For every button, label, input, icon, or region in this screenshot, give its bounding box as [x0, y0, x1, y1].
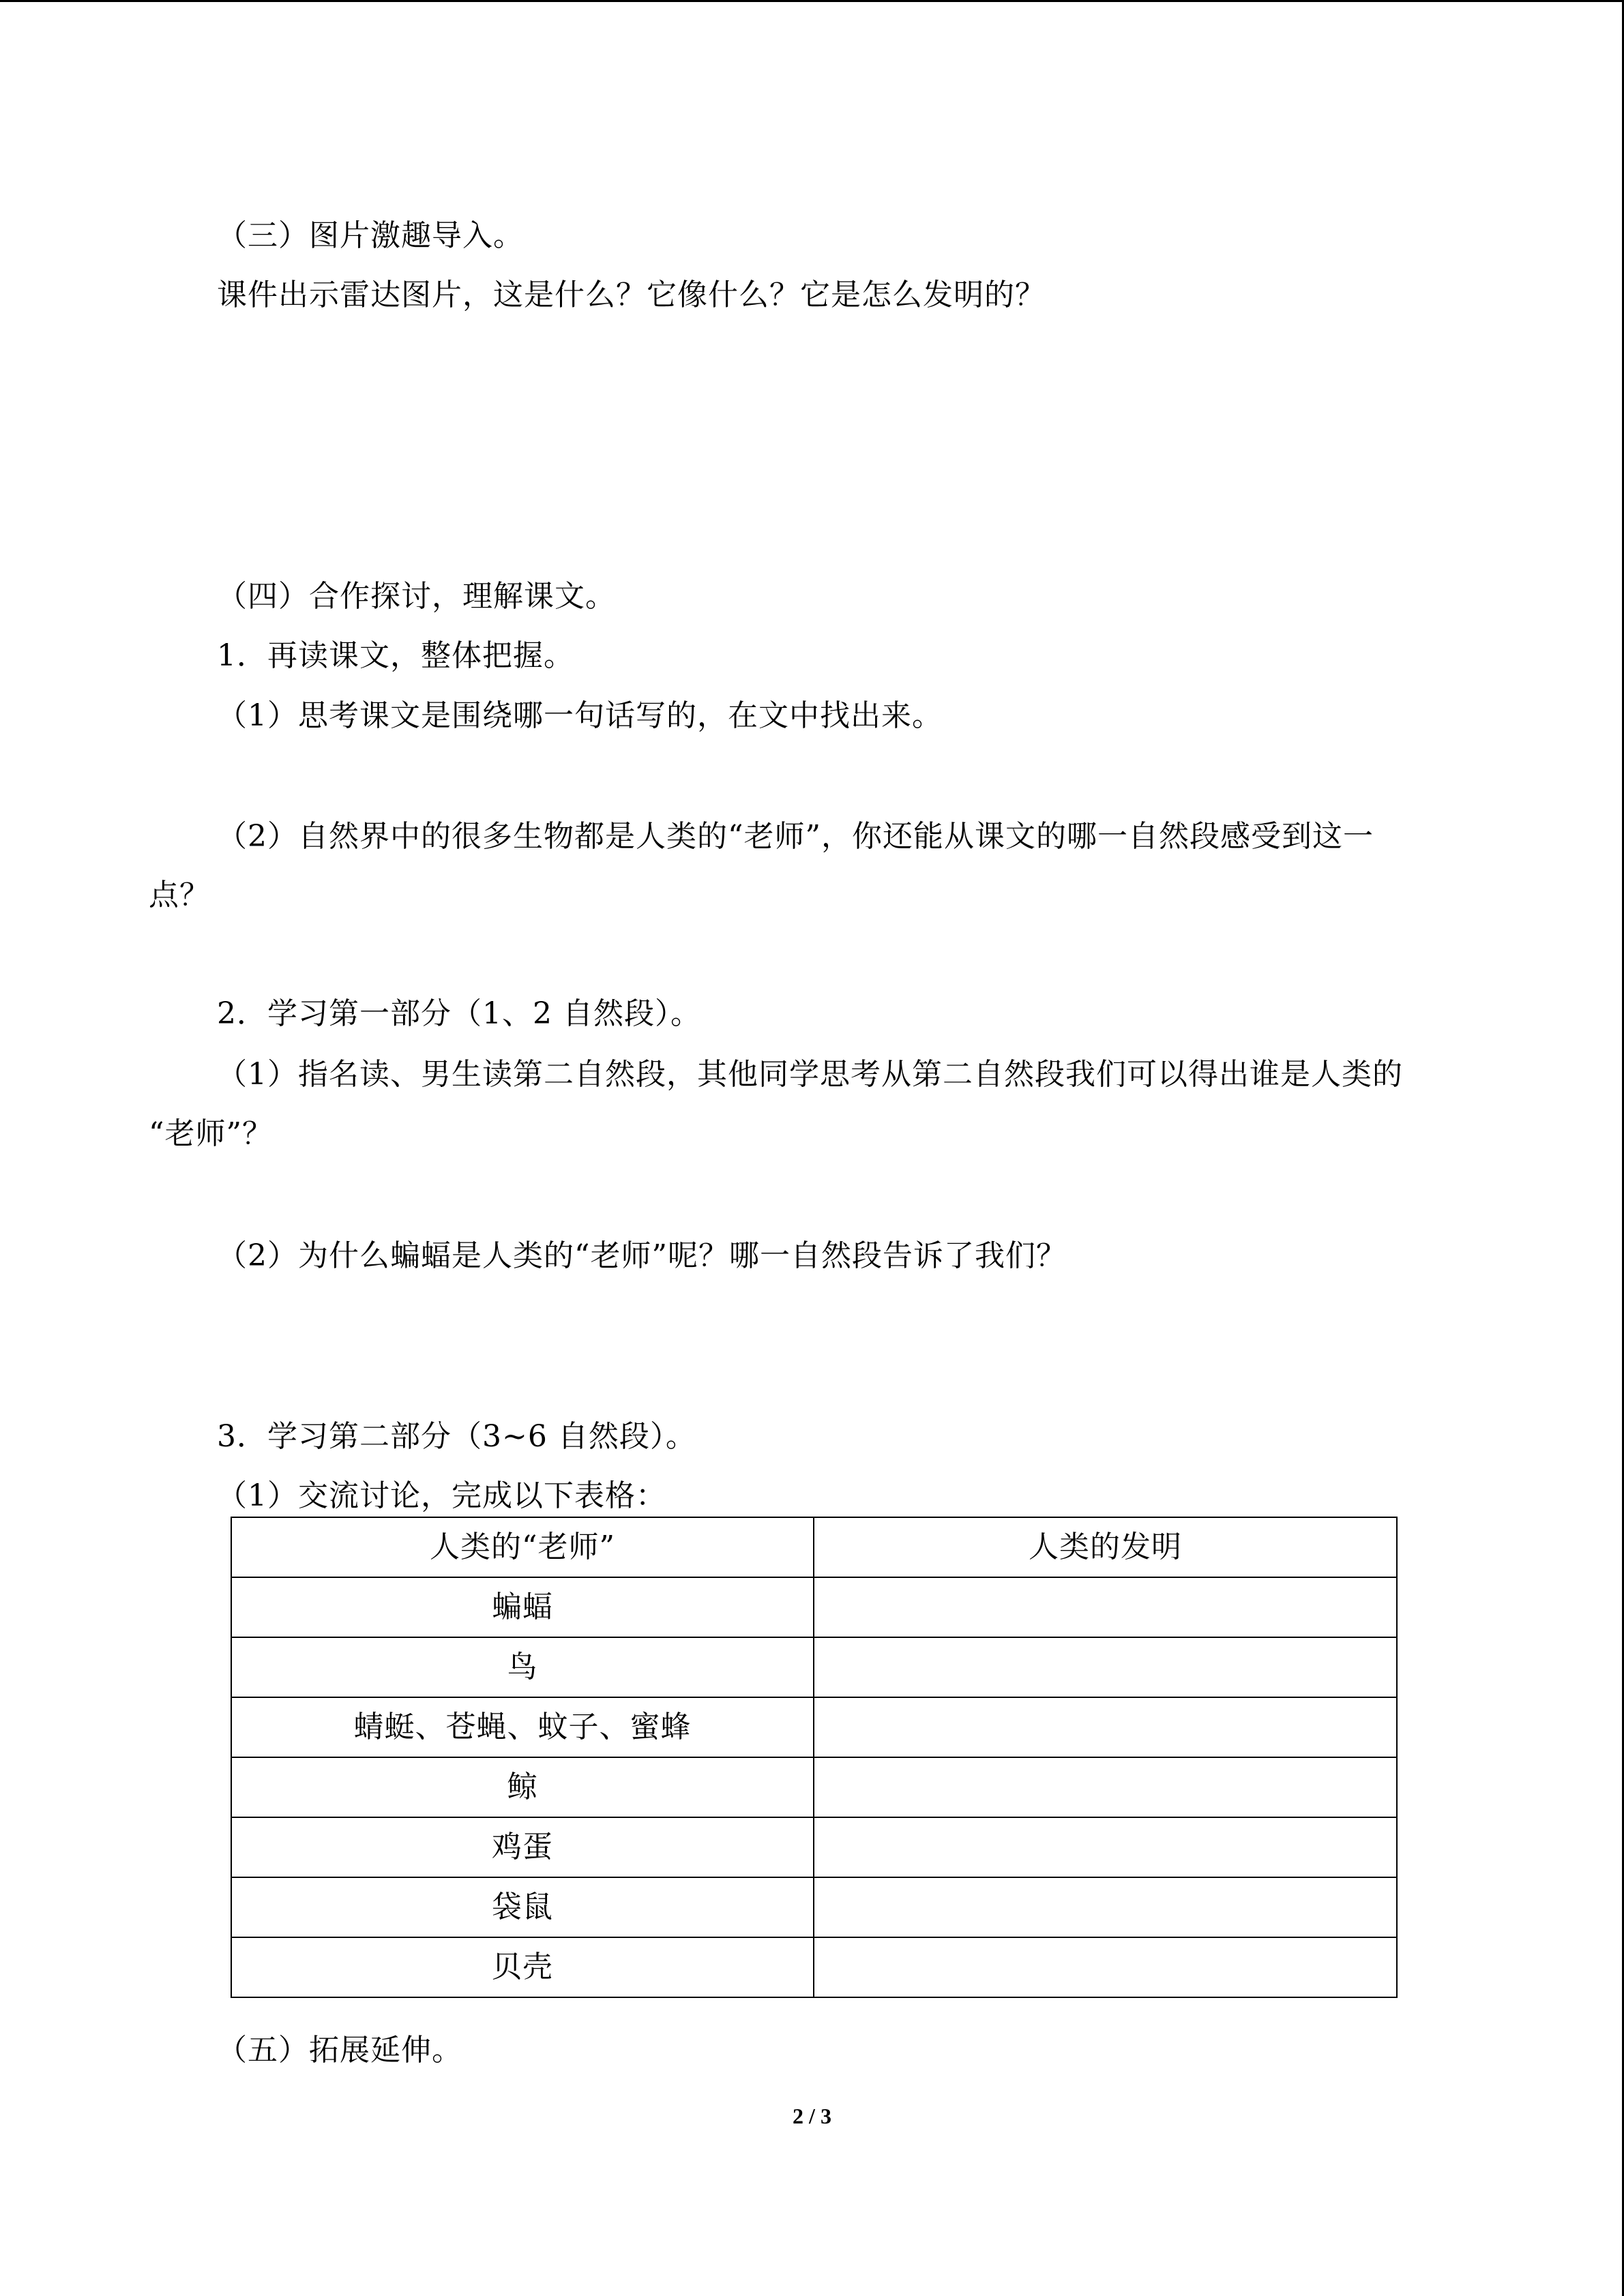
table-row: [231, 1877, 1397, 1937]
item-2-question-2: （2）为什么蝙蝠是人类的“老师”呢？哪一自然段告诉了我们？: [217, 1238, 1067, 1273]
section-5-heading: （五）拓展延伸。: [217, 2033, 462, 2068]
table-header-invention: 人类的发明: [814, 1517, 1397, 1577]
table-cell-invention[interactable]: [814, 1817, 1397, 1877]
item-1-question-2-line-1: （2）自然界中的很多生物都是人类的“老师”，你还能从课文的哪一自然段感受到这一: [217, 819, 1374, 854]
table-cell-teacher: 蜻蜓、苍蝇、蚊子、蜜蜂: [231, 1697, 814, 1757]
table-cell-teacher: 蝙蝠: [231, 1577, 814, 1637]
table-header-teacher: 人类的“老师”: [231, 1517, 814, 1577]
table-row: [231, 1937, 1397, 1997]
item-1-heading: 1．再读课文，整体把握。: [217, 638, 574, 673]
table-cell-invention[interactable]: [814, 1937, 1397, 1997]
item-2-question-1-line-1: （1）指名读、男生读第二自然段，其他同学思考从第二自然段我们可以得出谁是人类的: [217, 1057, 1403, 1092]
table-cell-invention[interactable]: [814, 1577, 1397, 1637]
table-row: [231, 1637, 1397, 1697]
item-1-question-2-line-2: 点？: [149, 878, 210, 912]
item-1-question-1: （1）思考课文是围绕哪一句话写的，在文中找出来。: [217, 698, 943, 733]
table-header-row: [231, 1517, 1397, 1577]
table-cell-invention[interactable]: [814, 1757, 1397, 1817]
table-cell-teacher: 贝壳: [231, 1937, 814, 1997]
table-cell-teacher: 鸟: [231, 1637, 814, 1697]
item-3-question-1: （1）交流讨论，完成以下表格：: [217, 1478, 666, 1513]
table-cell-teacher: 鸡蛋: [231, 1817, 814, 1877]
table-row: [231, 1697, 1397, 1757]
table-cell-invention[interactable]: [814, 1637, 1397, 1697]
table-row: [231, 1757, 1397, 1817]
item-2-question-1-line-2: “老师”？: [149, 1116, 273, 1151]
teachers-inventions-table: [231, 1517, 1398, 1998]
table-row: [231, 1577, 1397, 1637]
section-3-heading: （三）图片激趣导入。: [217, 218, 524, 253]
section-3-text: 课件出示雷达图片，这是什么？它像什么？它是怎么发明的？: [217, 278, 1046, 312]
table-cell-teacher: 袋鼠: [231, 1877, 814, 1937]
section-4-heading: （四）合作探讨，理解课文。: [217, 579, 616, 614]
table-row: [231, 1817, 1397, 1877]
page-number: 2 / 3: [793, 2104, 831, 2128]
table-cell-invention[interactable]: [814, 1877, 1397, 1937]
item-3-heading: 3．学习第二部分（3~6 自然段）。: [217, 1419, 696, 1454]
table-cell-teacher: 鲸: [231, 1757, 814, 1817]
item-2-heading: 2．学习第一部分（1、2 自然段）。: [217, 996, 701, 1031]
table-cell-invention[interactable]: [814, 1697, 1397, 1757]
